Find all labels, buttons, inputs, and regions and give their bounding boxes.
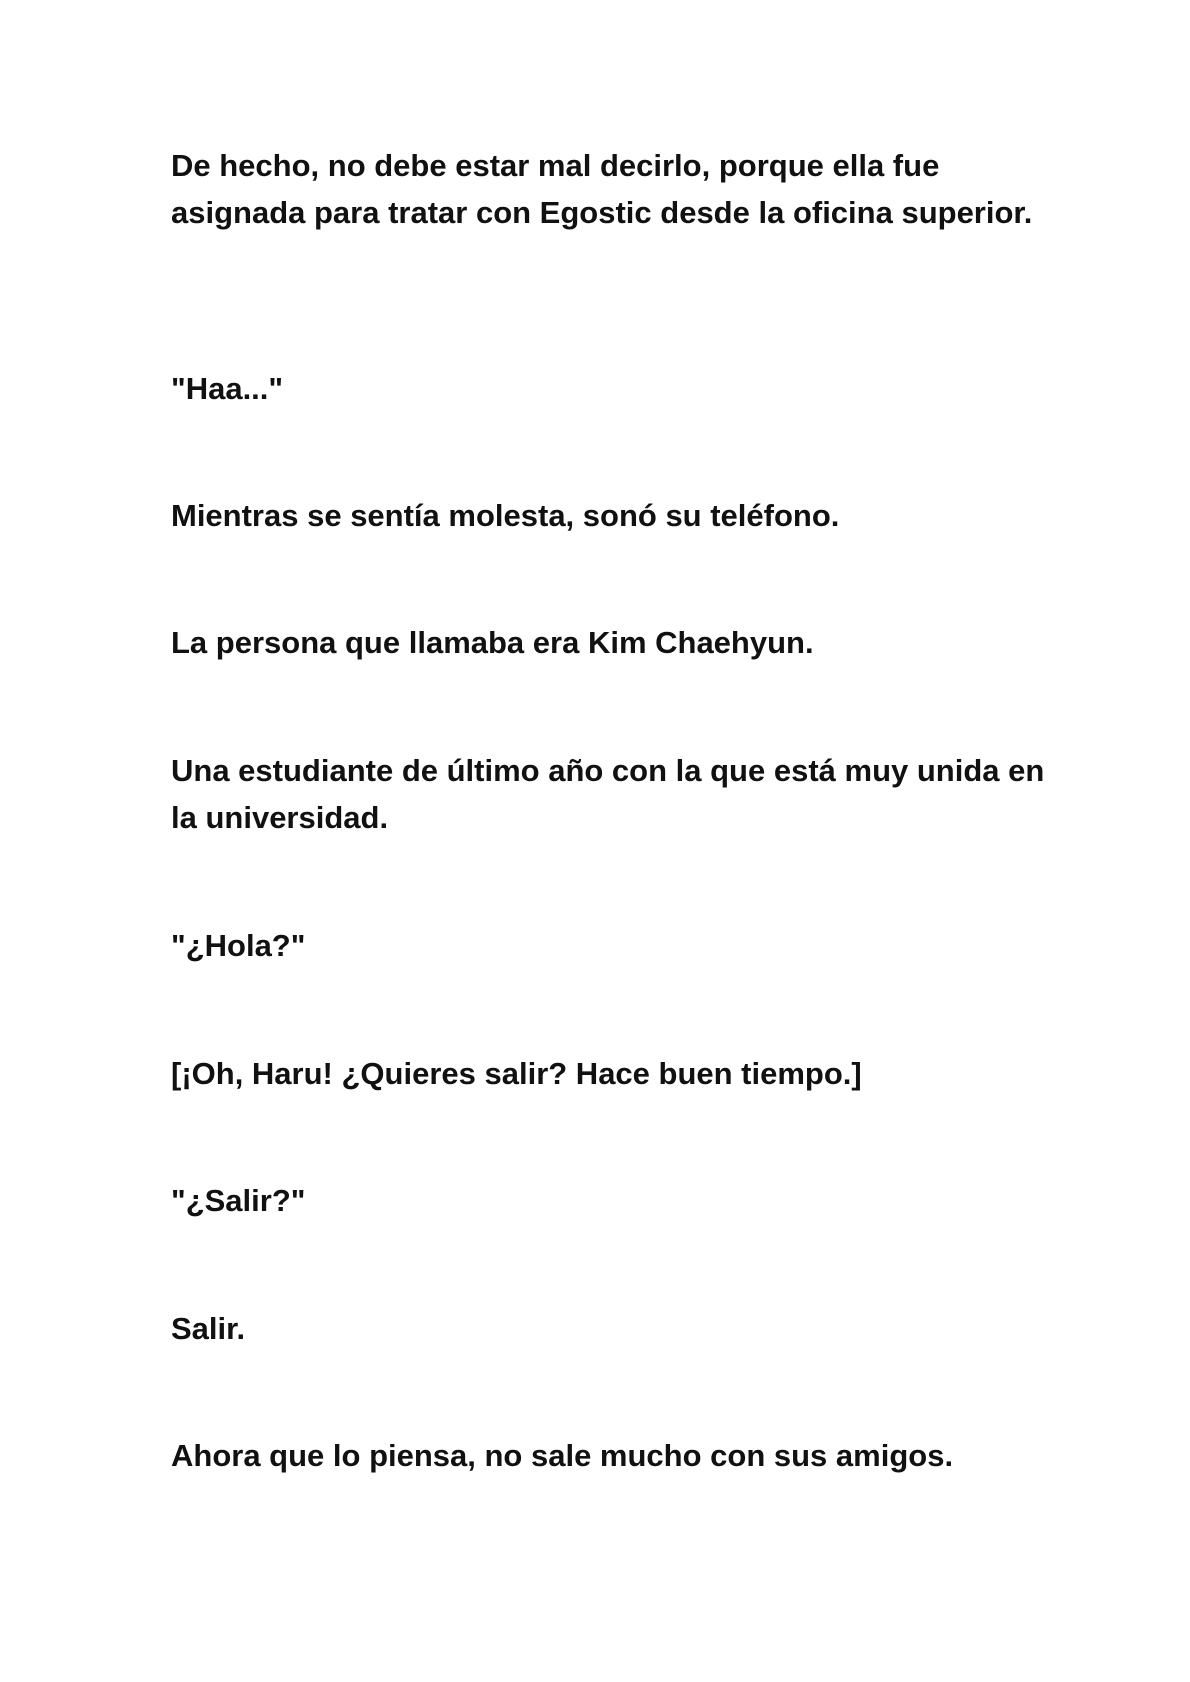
paragraph-1: De hecho, no debe estar mal decirlo, porque ella fue asignada para tratar con Egostic desde la oficina superior.: [171, 148, 1033, 230]
paragraph-4: La persona que llamaba era Kim Chaehyun.: [171, 625, 814, 660]
paragraph-7: [¡Oh, Haru! ¿Quieres salir? Hace buen tiempo.]: [171, 1056, 862, 1091]
paragraph-5: Una estudiante de último año con la que está muy unida en la universidad.: [171, 753, 1045, 835]
paragraph-6: "¿Hola?": [171, 928, 306, 963]
paragraph-9: Salir.: [171, 1311, 246, 1346]
paragraph-8: "¿Salir?": [171, 1183, 306, 1218]
paragraph-3: Mientras se sentía molesta, sonó su teléfono.: [171, 498, 840, 533]
paragraph-10: Ahora que lo piensa, no sale mucho con sus amigos.: [171, 1438, 954, 1473]
paragraph-2: "Haa...": [171, 371, 284, 406]
